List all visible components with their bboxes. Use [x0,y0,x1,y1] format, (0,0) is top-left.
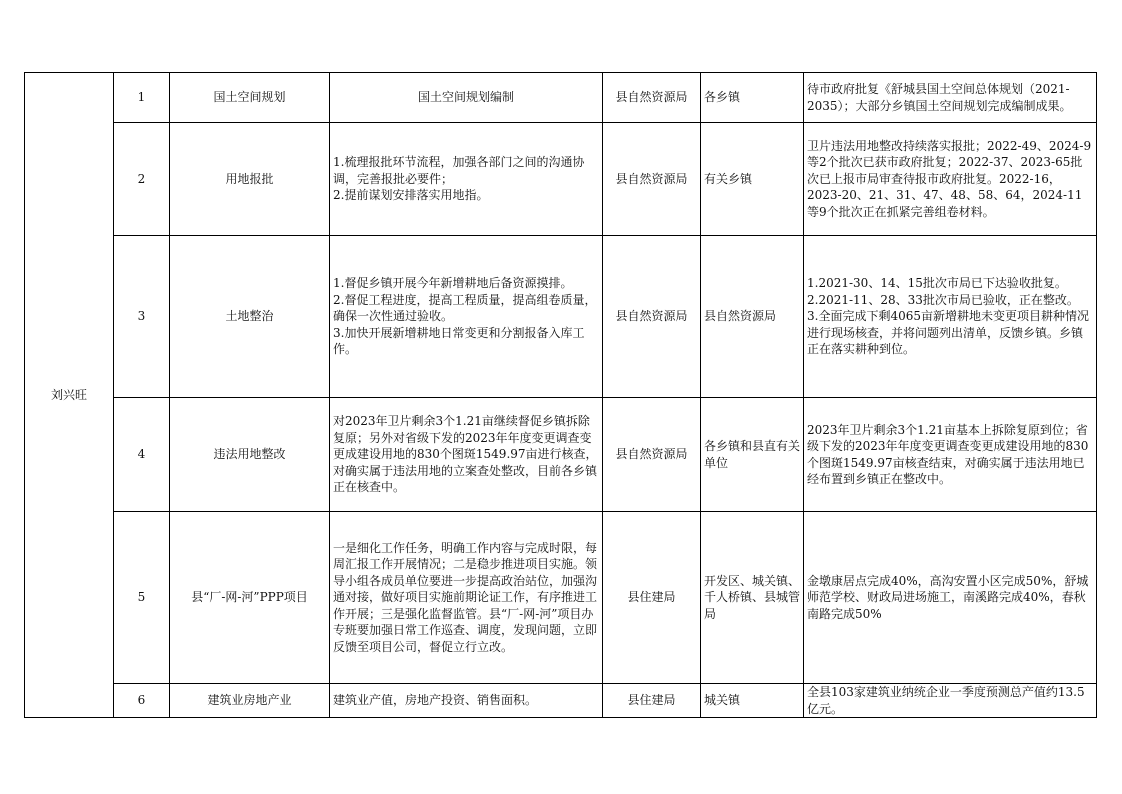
lead-unit: 县住建局 [603,512,701,684]
responsible-unit: 县自然资源局 [701,236,804,398]
work-progress-table [24,72,1097,718]
lead-unit: 县自然资源局 [603,73,701,123]
row-number: 4 [114,398,170,512]
row-number: 6 [114,684,170,718]
project-name: 土地整治 [170,236,330,398]
responsible-unit: 各乡镇和县直有关单位 [701,398,804,512]
project-name: 县“厂-网-河”PPP项目 [170,512,330,684]
responsible-leader: 刘兴旺 [25,73,114,718]
project-name: 用地报批 [170,123,330,236]
work-content: 1.督促乡镇开展今年新增耕地后备资源摸排。 2.督促工程进度，提高工程质量，提高组卷质量，确保一次性通过验收。 3.加快开展新增耕地日常变更和分割报备入库工作。 [330,236,603,398]
work-content: 1.梳理报批环节流程，加强各部门之间的沟通协调，完善报批必要件； 2.提前谋划安排落实用地指。 [330,123,603,236]
lead-unit: 县自然资源局 [603,123,701,236]
responsible-unit: 开发区、城关镇、千人桥镇、县城管局 [701,512,804,684]
row-number: 1 [114,73,170,123]
progress-text: 待市政府批复《舒城县国土空间总体规划（2021-2035）；大部分乡镇国土空间规划完成编制成果。 [804,73,1097,123]
table-row [25,398,1097,512]
table-row [25,684,1097,718]
project-name: 建筑业房地产业 [170,684,330,718]
row-number: 2 [114,123,170,236]
progress-text: 全县103家建筑业纳统企业一季度预测总产值约13.5亿元。 [804,684,1097,718]
table-row [25,73,1097,123]
responsible-unit: 各乡镇 [701,73,804,123]
responsible-unit: 城关镇 [701,684,804,718]
row-number: 5 [114,512,170,684]
project-name: 国土空间规划 [170,73,330,123]
table-row [25,123,1097,236]
lead-unit: 县住建局 [603,684,701,718]
progress-text: 卫片违法用地整改持续落实报批；2022-49、2024-9等2个批次已获市政府批复；2022-37、2023-65批次已上报市局审查待报市政府批复。2022-16，2023-20、21、31、47、48、58、64，2024-11等9个批次正在抓紧完善组卷材料。 [804,123,1097,236]
project-name: 违法用地整改 [170,398,330,512]
table-row [25,512,1097,684]
work-content: 一是细化工作任务，明确工作内容与完成时限，每周汇报工作开展情况；二是稳步推进项目实施。领导小组各成员单位要进一步提高政治站位，加强沟通对接，做好项目实施前期论证工作，有序推进工作开展；三是强化监督监管。县“厂-网-河”项目办专班要加强日常工作巡查、调度，发现问题，立即反馈至项目公司，督促立行立改。 [330,512,603,684]
progress-text: 1.2021-30、14、15批次市局已下达验收批复。 2.2021-11、28、33批次市局已验收，正在整改。 3.全面完成下剩4065亩新增耕地未变更项目耕种情况进行现场核查，并将问题列出清单，反馈乡镇。乡镇正在落实耕种到位。 [804,236,1097,398]
progress-text: 2023年卫片剩余3个1.21亩基本上拆除复原到位；省级下发的2023年年度变更调查变更成建设用地的830个图斑1549.97亩核查结束，对确实属于违法用地已经布置到乡镇正在整改中。 [804,398,1097,512]
row-number: 3 [114,236,170,398]
work-content: 国土空间规划编制 [330,73,603,123]
lead-unit: 县自然资源局 [603,398,701,512]
responsible-unit: 有关乡镇 [701,123,804,236]
work-content: 建筑业产值，房地产投资、销售面积。 [330,684,603,718]
lead-unit: 县自然资源局 [603,236,701,398]
work-content: 对2023年卫片剩余3个1.21亩继续督促乡镇拆除复原；另外对省级下发的2023年年度变更调查变更成建设用地的830个图斑1549.97亩进行核查，对确实属于违法用地的立案查处整改，目前各乡镇正在核查中。 [330,398,603,512]
progress-text: 金墩康居点完成40%，高沟安置小区完成50%，舒城师范学校、财政局进场施工，南溪路完成40%，春秋南路完成50% [804,512,1097,684]
table-row [25,236,1097,398]
